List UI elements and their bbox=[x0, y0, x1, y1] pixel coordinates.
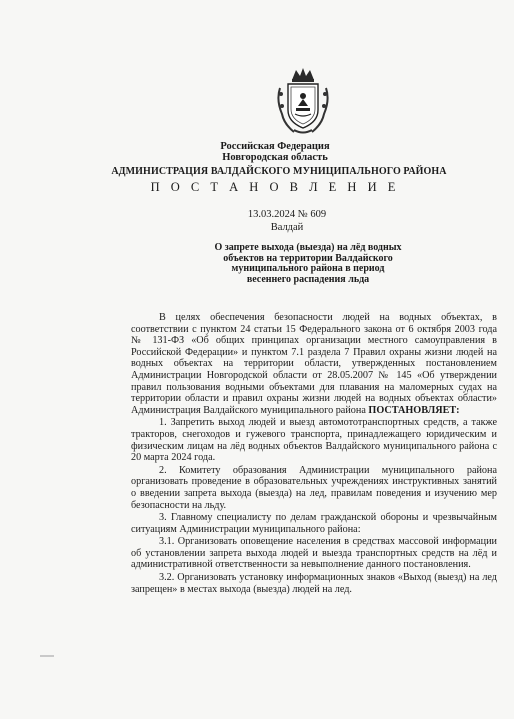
date-number: 13.03.2024 № 609 bbox=[247, 209, 327, 220]
subject-line: муниципального района в период bbox=[231, 263, 385, 274]
coat-of-arms-emblem-icon bbox=[272, 66, 334, 136]
administration-title: АДМИНИСТРАЦИЯ ВАЛДАЙСКОГО МУНИЦИПАЛЬНОГО РАЙОНА bbox=[111, 166, 447, 177]
region-title: Новгородская область bbox=[222, 152, 328, 163]
document-subject bbox=[178, 243, 438, 285]
subject-line: О запрете выхода (выезда) на лёд водных bbox=[214, 242, 402, 253]
preamble-paragraph bbox=[131, 312, 497, 416]
item-3-1: 3.1. Организовать оповещение населения в средствах массовой информации об установлении запрета выхода людей и выезда транспортных средств на лёд и административной ответственности за невыполнение данного постановления. bbox=[131, 536, 497, 571]
subject-line: объектов на территории Валдайского bbox=[223, 252, 393, 264]
item-3: 3. Главному специалисту по делам гражданской обороны и чрезвычайным ситуациям Администрации муниципального района: bbox=[131, 512, 497, 535]
document-body bbox=[131, 312, 497, 596]
resolves-keyword: ПОСТАНОВЛЯЕТ: bbox=[368, 404, 460, 416]
item-3-2: 3.2. Организовать установку информационных знаков «Выход (выезд) на лед запрещен» в местах выхода (выезда) людей на лед. bbox=[131, 572, 497, 595]
scan-mark bbox=[40, 655, 54, 657]
document-type: П О С Т А Н О В Л Е Н И Е bbox=[150, 180, 400, 194]
preamble-text: В целях обеспечения безопасности людей на водных объектах, в соответствии с пунктом 24 статьи 15 Федерального закона от 6 октября 2003 года № 131-ФЗ «Об общих принципах организации местного самоуправления в Российской Федерации» и пунктом 7.1 раздела 7 Правил охраны жизни людей на водных объектах на территории области, утвержденных постановлением Администрации Новгородской области от 28.05.2007 № 145 «Об утверждении правил пользования водными объектами для плавания на маломерных судах на территории области и правил охраны жизни людей на водных объектах области» Администрация Валдайского муниципального района bbox=[131, 312, 497, 416]
subject-line: весеннего распадения льда bbox=[246, 273, 370, 285]
item-2: 2. Комитету образования Администрации муниципального района организовать проведение в образовательных учреждениях инструктивных занятий о введении запрета выхода (выезда) на лед, правилам поведения и изучению мер безопасности на льду. bbox=[131, 464, 497, 511]
federation-title: Российская Федерация bbox=[220, 141, 330, 152]
item-1: 1. Запретить выход людей и выезд автомототранспортных средств, а также тракторов, снегоходов и гужевого транспорта, принадлежащего юридическим и физическим лицам на лёд водных объектов Валдайского муниципального района с 20 марта 2024 года. bbox=[131, 417, 497, 464]
city: Валдай bbox=[270, 222, 304, 233]
